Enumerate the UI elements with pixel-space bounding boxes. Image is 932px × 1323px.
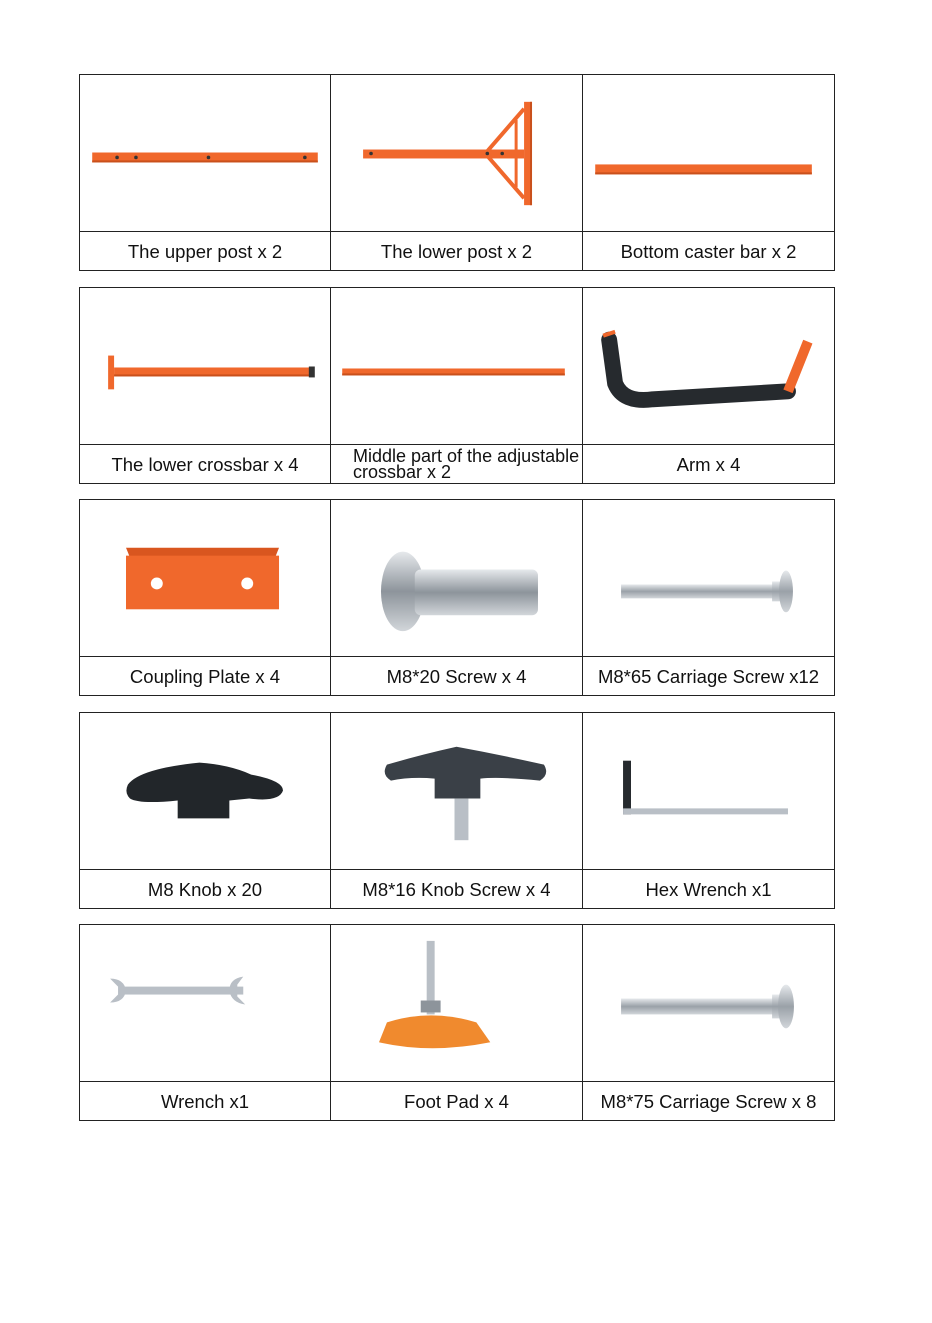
part-image-coupling-plate — [80, 500, 331, 657]
part-label: M8*65 Carriage Screw x12 — [597, 665, 820, 687]
wrench-icon — [80, 925, 330, 1081]
part-image-carriage-screw-long — [583, 925, 834, 1082]
part-image-middle-crossbar — [331, 288, 583, 445]
part-label: M8*75 Carriage Screw x 8 — [600, 1090, 817, 1112]
part-label: M8*20 Screw x 4 — [331, 657, 583, 695]
part-image-carriage-screw — [583, 500, 834, 657]
part-image-screw — [331, 500, 583, 657]
part-image-lower-post — [331, 75, 583, 232]
part-label: The lower crossbar x 4 — [80, 445, 331, 483]
arm-icon — [583, 288, 834, 444]
part-label: M8 Knob x 20 — [80, 870, 331, 908]
foot-pad-icon — [331, 925, 582, 1081]
knob-icon — [80, 713, 330, 869]
middle-crossbar-icon — [331, 288, 582, 444]
coupling-plate-icon — [80, 500, 330, 656]
parts-row-2 — [79, 287, 835, 484]
parts-row-1 — [79, 74, 835, 271]
part-label: M8*16 Knob Screw x 4 — [331, 870, 583, 908]
screw-icon — [331, 500, 582, 656]
part-label: The upper post x 2 — [80, 232, 331, 270]
part-image-lower-crossbar — [80, 288, 331, 445]
part-label: Hex Wrench x1 — [645, 878, 772, 900]
part-image-caster-bar — [583, 75, 834, 232]
part-label: The lower post x 2 — [331, 232, 583, 270]
part-image-knob — [80, 713, 331, 870]
hex-wrench-icon — [583, 713, 834, 869]
lower-crossbar-icon — [80, 288, 330, 444]
lower-post-icon — [331, 75, 582, 231]
part-label: Foot Pad x 4 — [331, 1082, 583, 1120]
knob-screw-icon — [331, 713, 582, 869]
part-image-arm — [583, 288, 834, 445]
part-image-wrench — [80, 925, 331, 1082]
part-image-knob-screw — [331, 713, 583, 870]
carriage-screw-icon — [583, 500, 834, 656]
part-label: Coupling Plate x 4 — [80, 657, 331, 695]
part-label: Wrench x1 — [80, 1082, 331, 1120]
parts-row-5 — [79, 924, 835, 1121]
part-image-hex-wrench — [583, 713, 834, 870]
caster-bar-icon — [583, 75, 834, 231]
part-label: Bottom caster bar x 2 — [620, 240, 797, 262]
parts-row-3 — [79, 499, 835, 696]
upper-post-icon — [80, 75, 330, 231]
parts-row-4 — [79, 712, 835, 909]
part-image-foot-pad — [331, 925, 583, 1082]
part-image-upper-post — [80, 75, 331, 232]
part-label: Middle part of the adjustable crossbar x 2 — [331, 445, 583, 483]
carriage-screw-long-icon — [583, 925, 834, 1081]
part-label: Arm x 4 — [676, 453, 741, 475]
